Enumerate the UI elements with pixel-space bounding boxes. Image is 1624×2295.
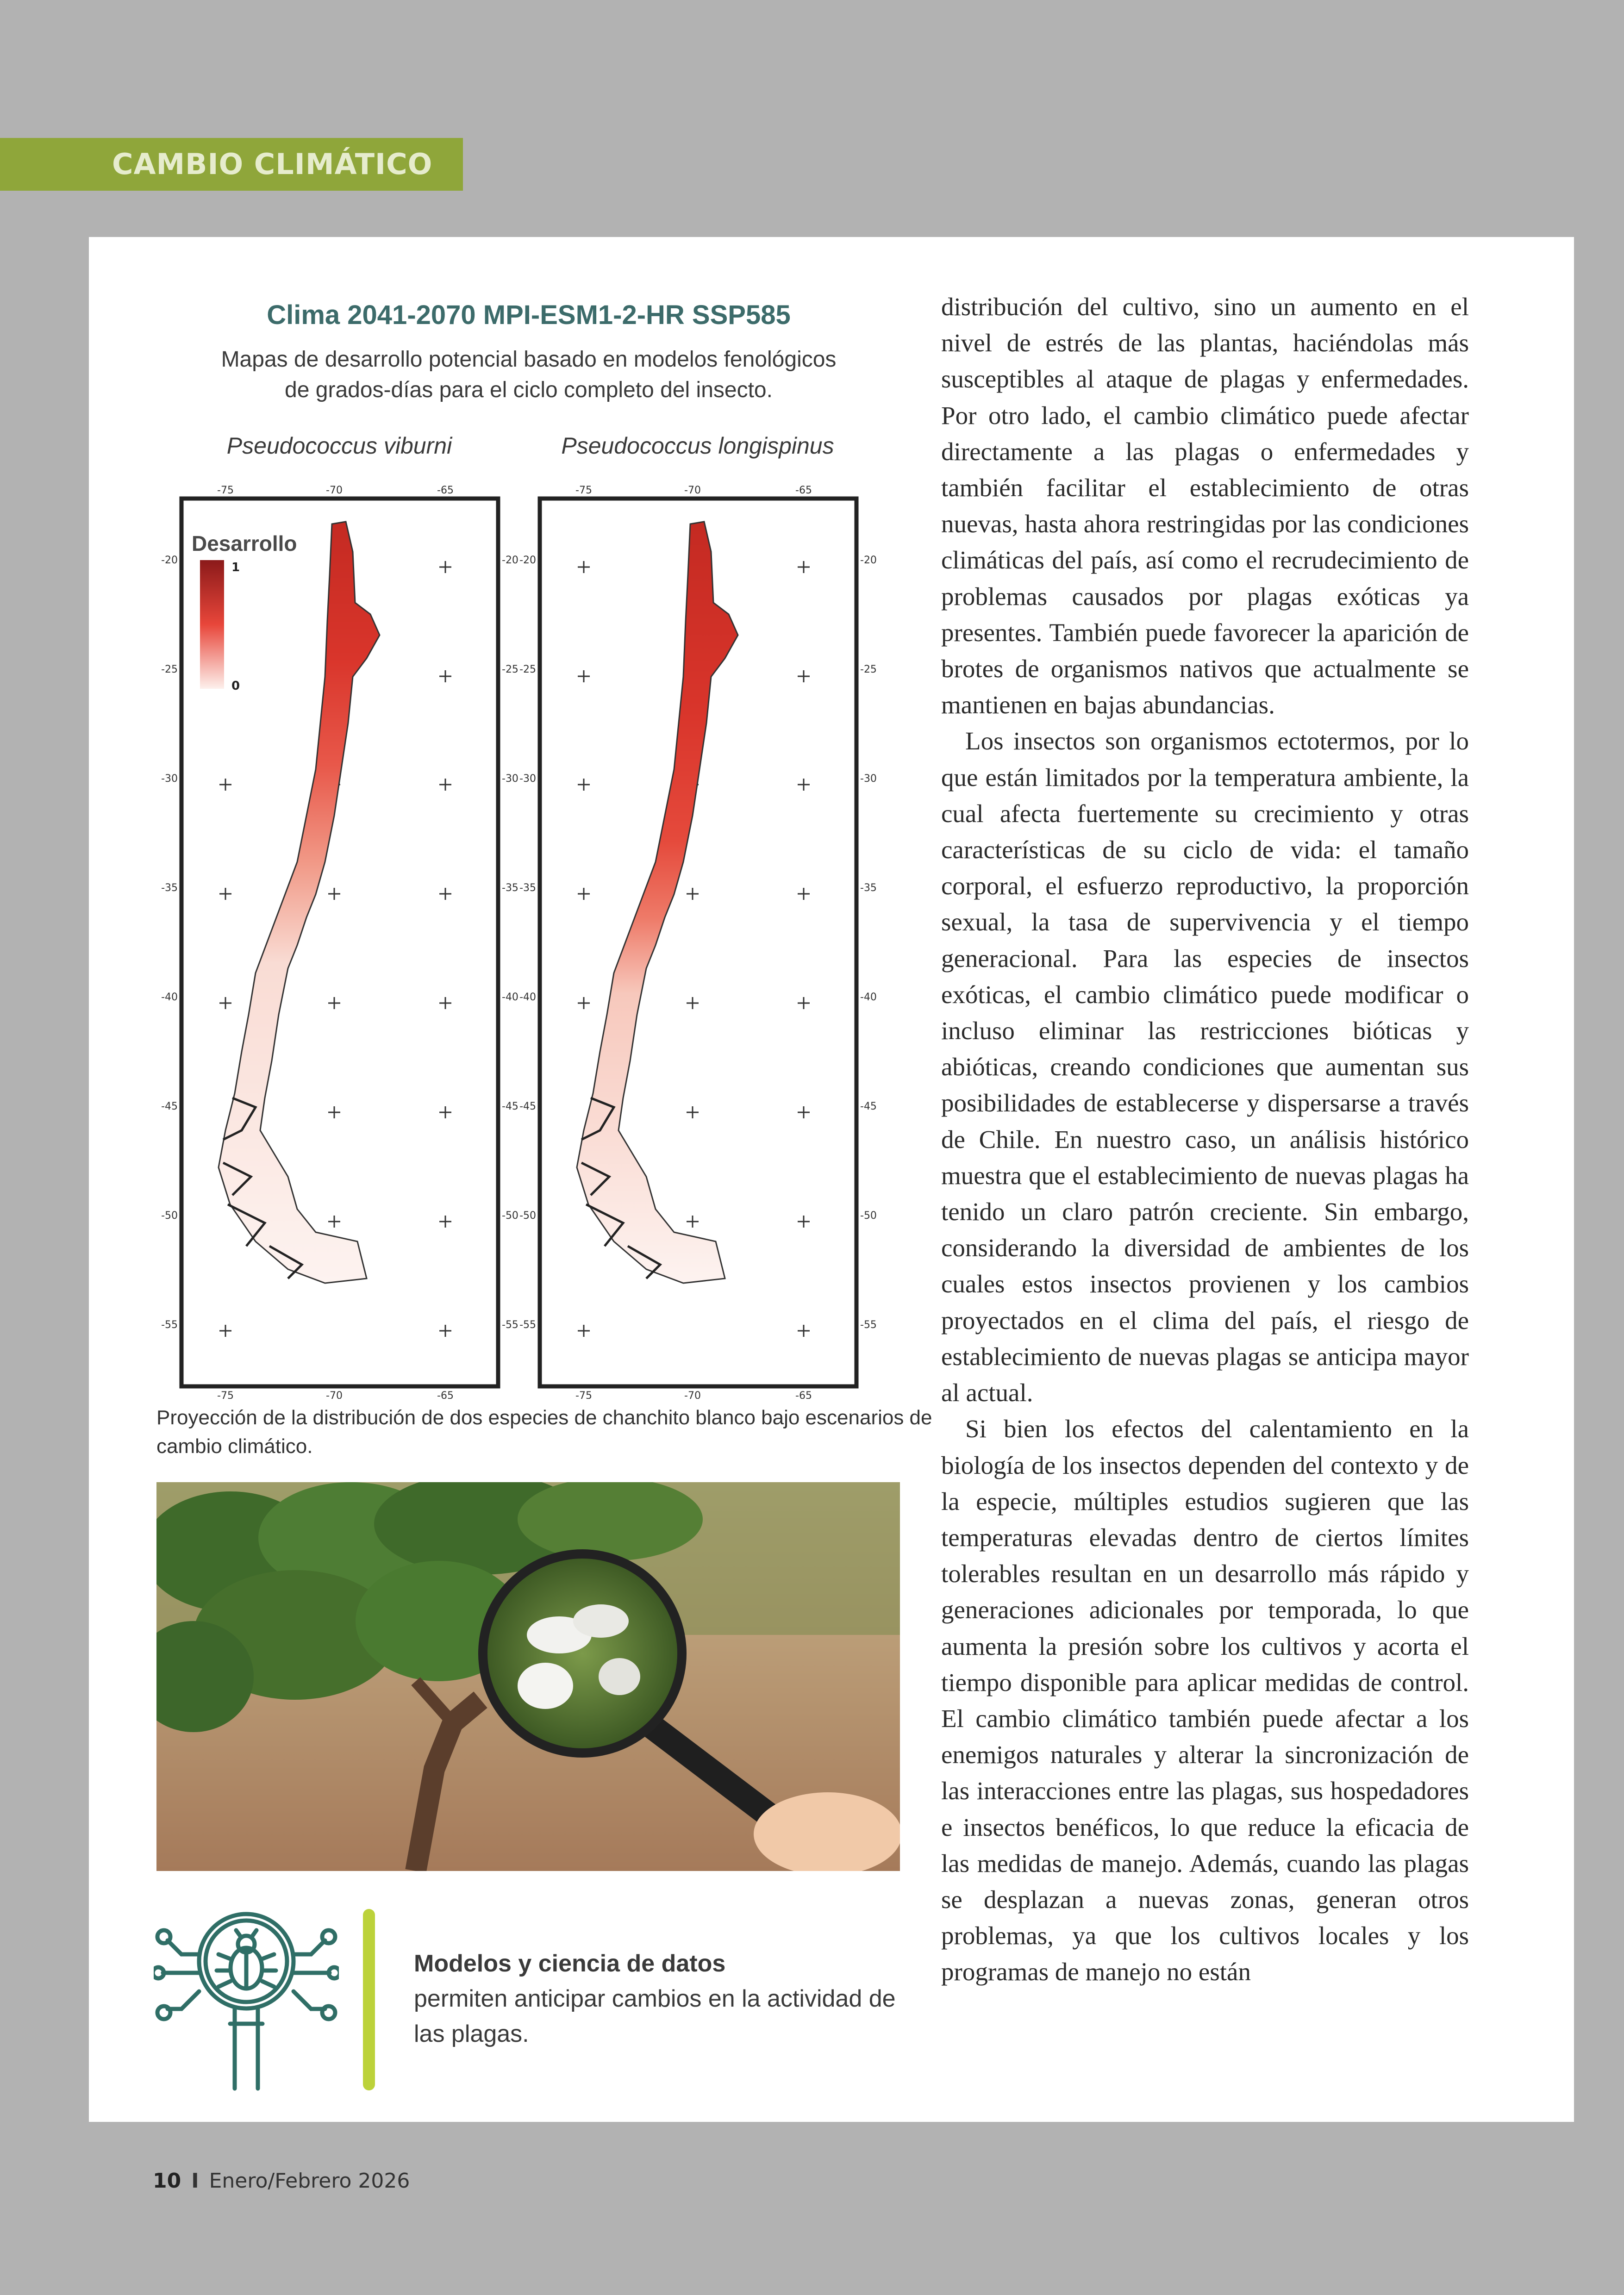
svg-text:-45: -45 [519,1101,536,1112]
x-tick: -70 [684,485,701,496]
svg-text:-25: -25 [860,664,877,675]
svg-text:-20: -20 [860,555,877,566]
svg-text:-55: -55 [502,1319,518,1331]
x-tick: -65 [437,1390,454,1399]
svg-text:-40: -40 [860,992,877,1003]
x-tick: -65 [795,1390,812,1399]
svg-text:-25: -25 [161,664,178,675]
svg-text:-30: -30 [519,773,536,785]
map-right [507,482,896,1399]
svg-text:-50: -50 [860,1210,877,1222]
svg-text:-30: -30 [860,773,877,785]
x-tick: -65 [437,485,454,496]
svg-text:-55: -55 [161,1319,178,1331]
x-tick: -75 [575,485,592,496]
figure-title: Clima 2041-2070 MPI-ESM1-2-HR SSP585 [267,300,791,330]
svg-text:-20: -20 [502,555,518,566]
legend-min: 0 [231,679,240,693]
figure-subtitle: Mapas de desarrollo potencial basado en modelos fenológicos de grados-días para el ciclo completo del insecto. [221,347,837,402]
svg-text:-35: -35 [161,882,178,894]
article-body [941,289,1469,1990]
legend-colorbar [200,560,224,689]
paragraph: Si bien los efectos del calentamiento en la biología de los insectos dependen del contexto y de la especie, múltiples estudios sugieren que las temperaturas elevadas dentro de ciertos límites tolerables resultan en un desarrollo más rápido y generaciones adicionales por temporada, lo que aumenta la presión sobre los cultivos y acorta el tiempo disponible para aplicar medidas de control. El cambio climático también puede afectar a los enemigos naturales y alterar la sincronización de las interacciones entre las plagas, sus hospedadores e insectos benéficos, lo que reduce la eficacia de las medidas de manejo. Además, cuando las plagas se desplazan a nuevas zonas, generan otros problemas, ya que los cultivos locales y los programas de manejo no están [941,1415,1469,1986]
x-tick: -70 [326,485,343,496]
section-label: CAMBIO CLIMÁTICO [0,138,463,191]
svg-text:-50: -50 [519,1210,536,1222]
legend-max: 1 [231,561,240,574]
paragraph: distribución del cultivo, sino un aumento en el nivel de estrés de las plantas, haciéndolas más susceptibles al ataque de plagas y enfermedades. Por otro lado, el cambio climático puede afectar directamente a las plagas o enfermedades y también facilitar el establecimiento de otras nuevas, hasta ahora restringidas por las condiciones climáticas del país, así como el recrudecimiento de problemas causados por plagas exóticas ya presentes. También puede favorecer la aparición de brotes de organismos nativos que actualmente se mantienen en bajas abundancias. [941,293,1469,719]
bug-circuit-icon [154,1903,339,2098]
map-species-left: Pseudococcus viburni [226,433,452,459]
map-species-right: Pseudococcus longispinus [561,433,834,459]
svg-text:-20: -20 [519,555,536,566]
svg-text:-30: -30 [502,773,518,785]
x-tick: -65 [795,485,812,496]
svg-text:-50: -50 [502,1210,518,1222]
page-footer [153,2169,410,2193]
paragraph: Los insectos son organismos ectotermos, por lo que están limitados por la temperatura ambiente, la cual afecta fuertemente su crecimiento y otras características de su ciclo de vida: el tamaño corporal, el esfuerzo reproductivo, la proporción sexual, la tasa de supervivencia y el tiempo generacional. Para las especies de insectos exóticas, el cambio climático puede modificar o incluso eliminar las restricciones bióticas y abióticas, creando condiciones que aumentan sus posibilidades de establecerse y dispersarse a través de Chile. En nuestro caso, un análisis histórico muestra que el establecimiento de nuevas plagas ha tenido un claro patrón creciente. Sin embargo, considerando la diversidad de ambientes de los cuales estos insectos provienen y los cambios proyectados en el clima del país, el riesgo de establecimiento de nuevas plagas se anticipa mayor al actual. [941,727,1469,1407]
callout-text: Modelos y ciencia de datos permiten anticipar cambios en la actividad de las plagas. [414,1950,896,2047]
figure-caption: Proyección de la distribución de dos especies de chanchito blanco bajo escenarios de cambio climático. [156,1406,932,1458]
svg-text:-45: -45 [502,1101,518,1112]
page-number: 10 [153,2169,181,2193]
svg-text:-30: -30 [161,773,178,785]
svg-text:-40: -40 [502,992,518,1003]
svg-text:-35: -35 [860,882,877,894]
svg-text:-40: -40 [161,992,178,1003]
x-tick: -75 [575,1390,592,1399]
svg-text:-45: -45 [860,1101,877,1112]
svg-text:-25: -25 [519,664,536,675]
svg-text:-55: -55 [860,1319,877,1331]
svg-text:-20: -20 [161,555,178,566]
x-tick: -75 [217,1390,234,1399]
footer-separator: I [191,2169,199,2193]
svg-text:-35: -35 [502,882,518,894]
x-tick: -70 [326,1390,343,1399]
legend-title: Desarrollo [192,531,297,555]
svg-text:-40: -40 [519,992,536,1003]
x-tick: -75 [217,485,234,496]
svg-text:-35: -35 [519,882,536,894]
photo-vineyard-magnifier [156,1482,900,1871]
page [89,237,1574,2122]
svg-text:-45: -45 [161,1101,178,1112]
svg-text:-55: -55 [519,1319,536,1331]
issue-date: Enero/Febrero 2026 [209,2169,410,2193]
svg-text:-25: -25 [502,664,518,675]
callout-accent-bar [363,1909,375,2090]
svg-text:-50: -50 [161,1210,178,1222]
map-left [149,482,538,1399]
x-tick: -70 [684,1390,701,1399]
